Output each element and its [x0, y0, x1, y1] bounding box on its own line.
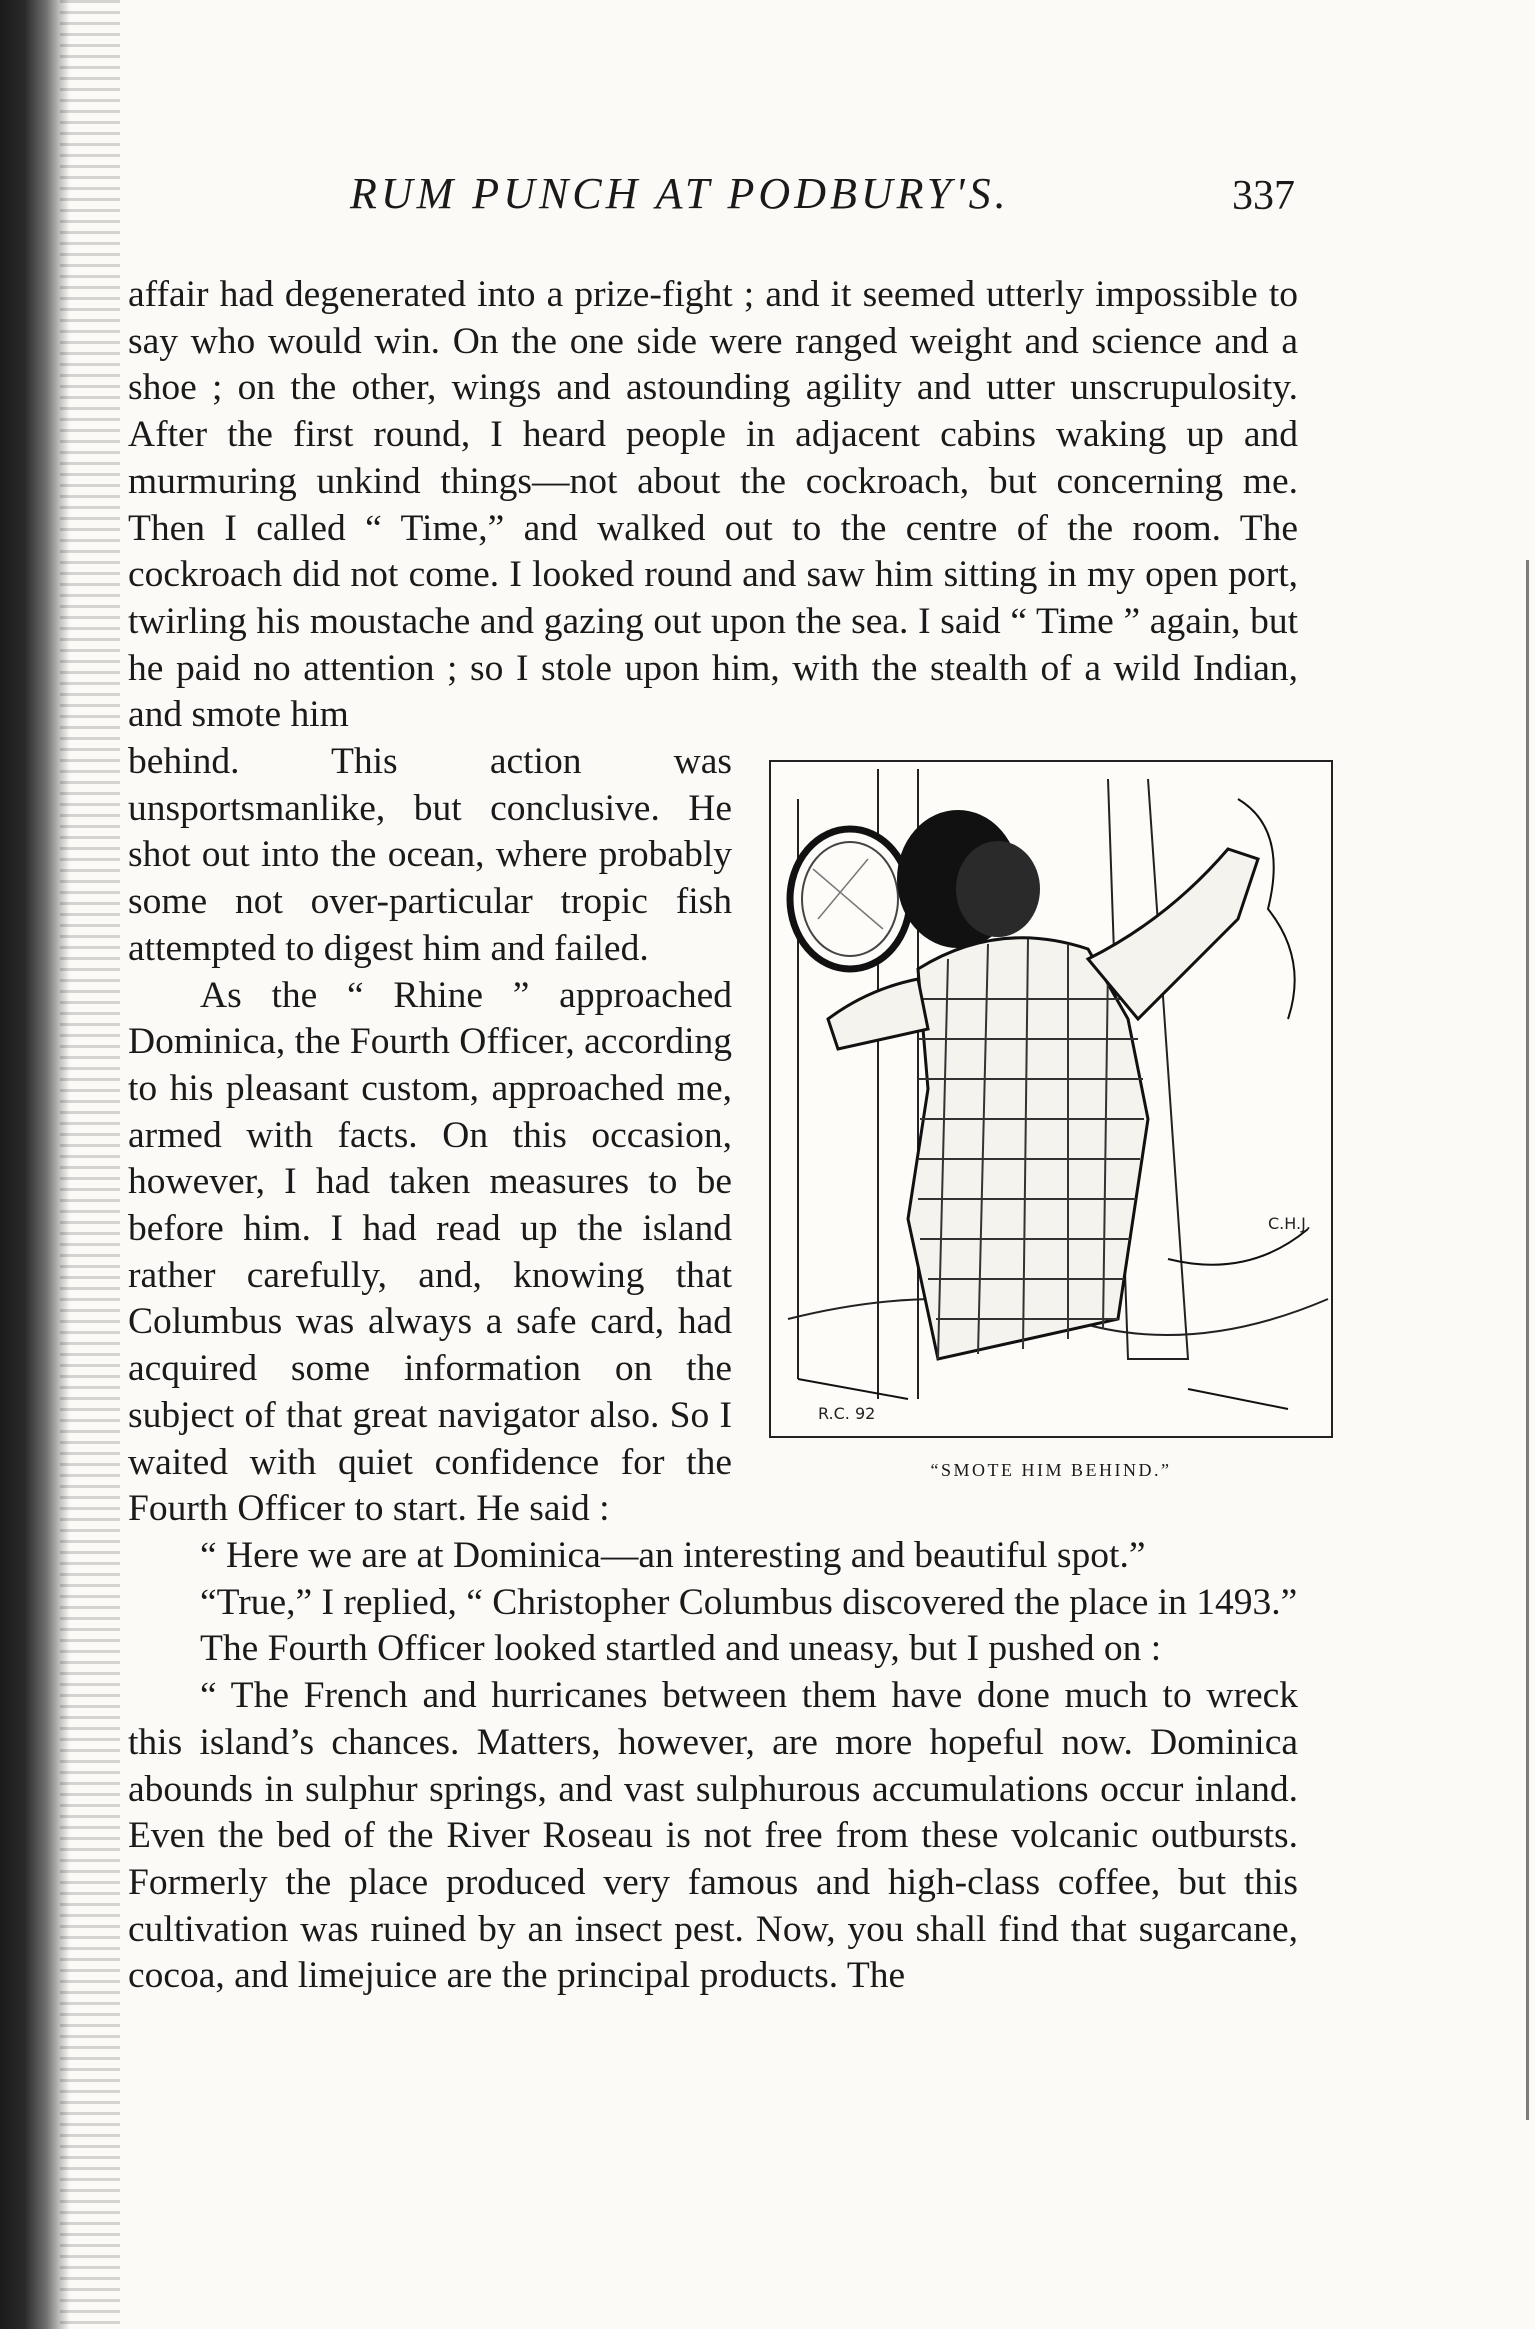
page-binding-edge	[60, 0, 120, 2329]
svg-text:R.C. 92: R.C. 92	[818, 1404, 876, 1424]
illustration-drawing	[768, 759, 1334, 1439]
paragraph-2: As the “ Rhine ” approached Dominica, the Fourth Officer, according to his pleasant custom, approached me, armed with facts. On this occasion, however, I had taken measures to be before him. I had read up the island rather carefully, and, knowing that Columbus was always a safe card, had acquired some information on the subject of that great navigator also. So I waited with quiet confidence for the Fourth Officer to start. He said :	[128, 974, 732, 1530]
illustration-figure	[768, 759, 1334, 1481]
paragraph-6: “ The French and hurricanes between them have done much to wreck this island’s chances. Matters, however, are more hopeful now. Dominica abounds in sulphur springs, and vast sulphurous accumulations occur inland. Even the bed of the River Roseau is not free from these volcanic outbursts. Formerly the place produced very famous and high-class coffee, but this cultivation was ruined by an insect pest. Now, you shall find that sugarcane, cocoa, and limejuice are the principal products. The	[128, 1675, 1298, 1997]
page-number: 337	[1232, 173, 1295, 219]
paragraph-1-top: affair had degenerated into a prize-fight ; and it seemed utterly impossible to say who would win. On the one side were ranged weight and science and a shoe ; on the other, wings and astounding agility and utter unscrupulosity. After the first round, I heard people in adjacent cabins waking up and murmuring unkind things—not about the cockroach, but concerning me. Then I called “ Time,” and walked out to the centre of the room. The cockroach did not come. I looked round and saw him sitting in my open port, twirling his moustache and gazing out upon the sea. I said “ Time ” again, but he paid no attention ; so I stole upon him, with the stealth of a wild Indian, and smote him	[128, 274, 1298, 736]
paragraph-4: “True,” I replied, “ Christopher Columbus discovered the place in 1493.”	[200, 1581, 1298, 1623]
page-edge-line	[1526, 560, 1529, 2120]
porthole-left	[790, 829, 910, 969]
svg-text:C.H.J.: C.H.J.	[1268, 1214, 1311, 1234]
body-text	[128, 272, 1311, 2000]
paragraph-1-rest: behind. This action was unsportsmanlike, but conclusive. He shot out into the ocean, where probably some not over-particular tropic fish attempted to digest him and failed.	[128, 741, 732, 969]
illustration-caption: “SMOTE HIM BEHIND.”	[930, 1460, 1172, 1481]
page-header	[130, 168, 1310, 238]
paragraph-3: “ Here we are at Dominica—an interesting and beautiful spot.”	[200, 1534, 1146, 1576]
running-title: RUM PUNCH AT PODBURY'S.	[350, 169, 1010, 218]
paragraph-5: The Fourth Officer looked startled and uneasy, but I pushed on :	[200, 1628, 1162, 1670]
